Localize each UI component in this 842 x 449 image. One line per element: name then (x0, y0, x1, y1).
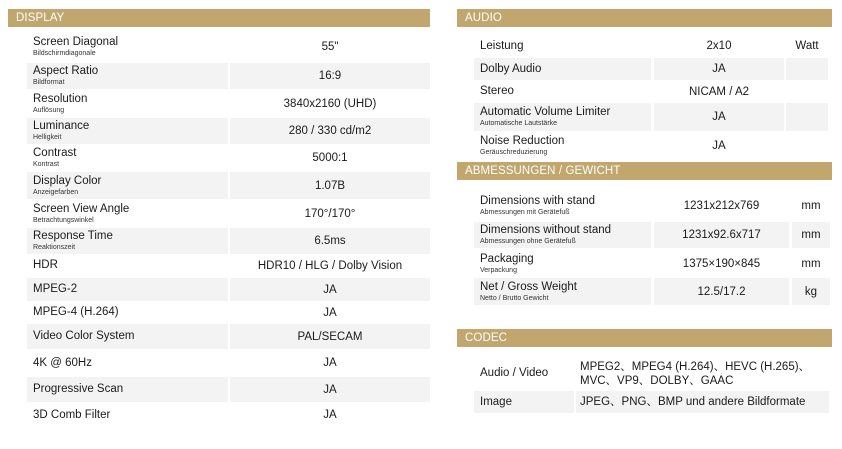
codec-value-line: MVC、VP9、DOLBY、GAAC (580, 374, 734, 387)
display-label: Display Color (33, 174, 102, 187)
audio-section-header: AUDIO (457, 9, 832, 27)
display-row (27, 63, 430, 89)
display-row (27, 403, 430, 427)
codec-label: Audio / Video (480, 367, 549, 379)
display-row (27, 90, 430, 117)
display-label-cell (27, 302, 228, 323)
display-row (27, 34, 430, 60)
dimensions-row (474, 278, 830, 305)
display-label: Screen Diagonal (33, 36, 119, 48)
display-label-cell (27, 200, 228, 227)
dimensions-label: Packaging (480, 252, 534, 265)
display-label: Screen View Angle (33, 202, 130, 215)
audio-row (474, 132, 828, 159)
display-label: Luminance (33, 120, 90, 132)
display-value: JA (230, 377, 430, 402)
display-row (27, 228, 430, 254)
audio-unit (786, 103, 828, 131)
display-value: 280 / 330 cd/m2 (230, 118, 430, 144)
display-sublabel: Helligkeit (33, 134, 62, 141)
dimensions-label: Dimensions with stand (480, 195, 596, 207)
audio-value: JA (712, 139, 726, 152)
dimensions-label-cell (474, 192, 651, 220)
display-label: Response Time (33, 230, 113, 242)
codec-row (474, 391, 829, 413)
audio-label-cell (474, 58, 651, 80)
dimensions-row (474, 192, 830, 220)
audio-label-cell (474, 132, 651, 159)
display-row (27, 200, 430, 227)
codec-section-header: CODEC (457, 329, 832, 347)
display-value: JA (323, 409, 337, 421)
audio-label: Automatic Volume Limiter (480, 106, 611, 118)
dimensions-unit: mm (792, 222, 830, 248)
display-label: 3D Comb Filter (33, 408, 111, 421)
display-value: 6.5ms (230, 228, 430, 254)
audio-row (474, 81, 828, 102)
display-row (27, 172, 430, 199)
display-label: HDR (33, 259, 58, 271)
dimensions-label-cell (474, 250, 651, 277)
dimensions-row (474, 222, 830, 248)
audio-row (474, 103, 828, 131)
audio-label: Noise Reduction (480, 134, 565, 147)
audio-value: 2x10 (706, 40, 732, 52)
display-label: Contrast (33, 147, 77, 159)
audio-label-cell (474, 81, 651, 102)
dimensions-section-header: ABMESSUNGEN / GEWICHT (457, 162, 832, 180)
display-label-cell (27, 63, 228, 89)
display-value: JA (323, 357, 337, 369)
audio-label: Dolby Audio (480, 62, 542, 75)
display-label: MPEG-4 (H.264) (33, 306, 119, 318)
dimensions-sublabel: Verpackung (480, 266, 517, 274)
dimensions-sublabel: Netto / Brutto Gewicht (480, 294, 549, 302)
dimensions-label: Net / Gross Weight (480, 280, 577, 293)
display-label-cell (27, 34, 228, 60)
dimensions-sublabel: Abmessungen ohne Gerätefuß (480, 238, 576, 245)
display-section-header: DISPLAY (8, 9, 430, 27)
audio-row (474, 58, 828, 80)
audio-sublabel: Automatische Lautstärke (480, 120, 558, 127)
codec-value-line: JPEG、PNG、BMP und andere Bildformate (580, 396, 806, 408)
display-value: 1.07B (230, 172, 430, 199)
audio-sublabel: Geräuschreduzierung (480, 148, 548, 156)
dimensions-unit: mm (801, 257, 821, 270)
dimensions-label-cell (474, 278, 651, 305)
audio-row (474, 35, 828, 57)
display-sublabel: Kontrast (33, 161, 60, 168)
codec-label: Image (480, 395, 512, 408)
display-label-cell (27, 350, 228, 376)
display-label-cell (27, 228, 228, 254)
display-row (27, 324, 430, 349)
display-row (27, 377, 430, 402)
display-value: 16:9 (230, 63, 430, 89)
audio-unit (786, 132, 828, 159)
dimensions-value: 1231x212x769 (683, 200, 760, 212)
display-label-cell (27, 254, 228, 277)
display-label-cell (27, 145, 228, 171)
display-label: Aspect Ratio (33, 65, 99, 77)
display-sublabel: Anzeigefarben (33, 188, 79, 196)
display-row (27, 118, 430, 144)
display-value: JA (230, 278, 430, 301)
dimensions-label: Dimensions without stand (480, 224, 612, 236)
codec-row (474, 357, 829, 390)
codec-value-line: MPEG2、MPEG4 (H.264)、HEVC (H.265)、 (580, 360, 811, 373)
audio-value: JA (654, 103, 784, 131)
dimensions-value: 1231x92.6x717 (654, 222, 789, 248)
audio-label-cell (474, 35, 651, 57)
display-value: JA (323, 306, 337, 319)
audio-value: NICAM / A2 (688, 85, 750, 98)
display-label-cell (27, 403, 228, 427)
display-sublabel: Bildschirmdiagonale (33, 50, 96, 57)
audio-unit (786, 81, 828, 102)
display-label-cell (27, 377, 228, 402)
display-sublabel: Auflösung (33, 106, 65, 114)
display-value: 170°/170° (304, 207, 356, 220)
display-label-cell (27, 278, 228, 301)
display-sublabel: Betrachtungswinkel (33, 216, 94, 224)
audio-label: Leistung (480, 39, 524, 52)
audio-label: Stereo (480, 85, 514, 97)
display-row (27, 145, 430, 171)
display-label: Progressive Scan (33, 383, 124, 395)
codec-label-cell (474, 391, 574, 413)
display-row (27, 350, 430, 376)
display-label-cell (27, 118, 228, 144)
display-label: MPEG-2 (33, 283, 78, 295)
display-value: 55" (321, 41, 339, 53)
display-sublabel: Reaktionszeit (33, 244, 76, 251)
dimensions-label-cell (474, 222, 651, 248)
codec-value (576, 391, 829, 413)
display-value: PAL/SECAM (230, 324, 430, 349)
display-row (27, 302, 430, 323)
dimensions-sublabel: Abmessungen mit Gerätefuß (480, 209, 570, 216)
display-label-cell (27, 90, 228, 117)
audio-unit (786, 58, 828, 80)
display-value: HDR10 / HLG / Dolby Vision (257, 259, 403, 272)
display-label: 4K @ 60Hz (33, 356, 92, 369)
display-sublabel: Bildformat (33, 79, 65, 86)
display-label: Resolution (33, 92, 88, 105)
dimensions-value: 12.5/17.2 (654, 278, 789, 305)
display-value: 5000:1 (312, 152, 348, 164)
dimensions-row (474, 250, 830, 277)
display-label-cell (27, 324, 228, 349)
dimensions-unit: mm (801, 200, 821, 212)
audio-unit: Watt (795, 40, 819, 52)
display-label-cell (27, 172, 228, 199)
audio-value: JA (654, 58, 784, 80)
codec-value (576, 357, 829, 390)
codec-label-cell (474, 357, 574, 390)
audio-label-cell (474, 103, 651, 131)
display-value: 3840x2160 (UHD) (283, 97, 377, 110)
display-row (27, 254, 430, 277)
dimensions-unit: kg (792, 278, 830, 305)
display-row (27, 278, 430, 301)
dimensions-value: 1375×190×845 (682, 257, 761, 270)
display-label: Video Color System (33, 330, 135, 342)
